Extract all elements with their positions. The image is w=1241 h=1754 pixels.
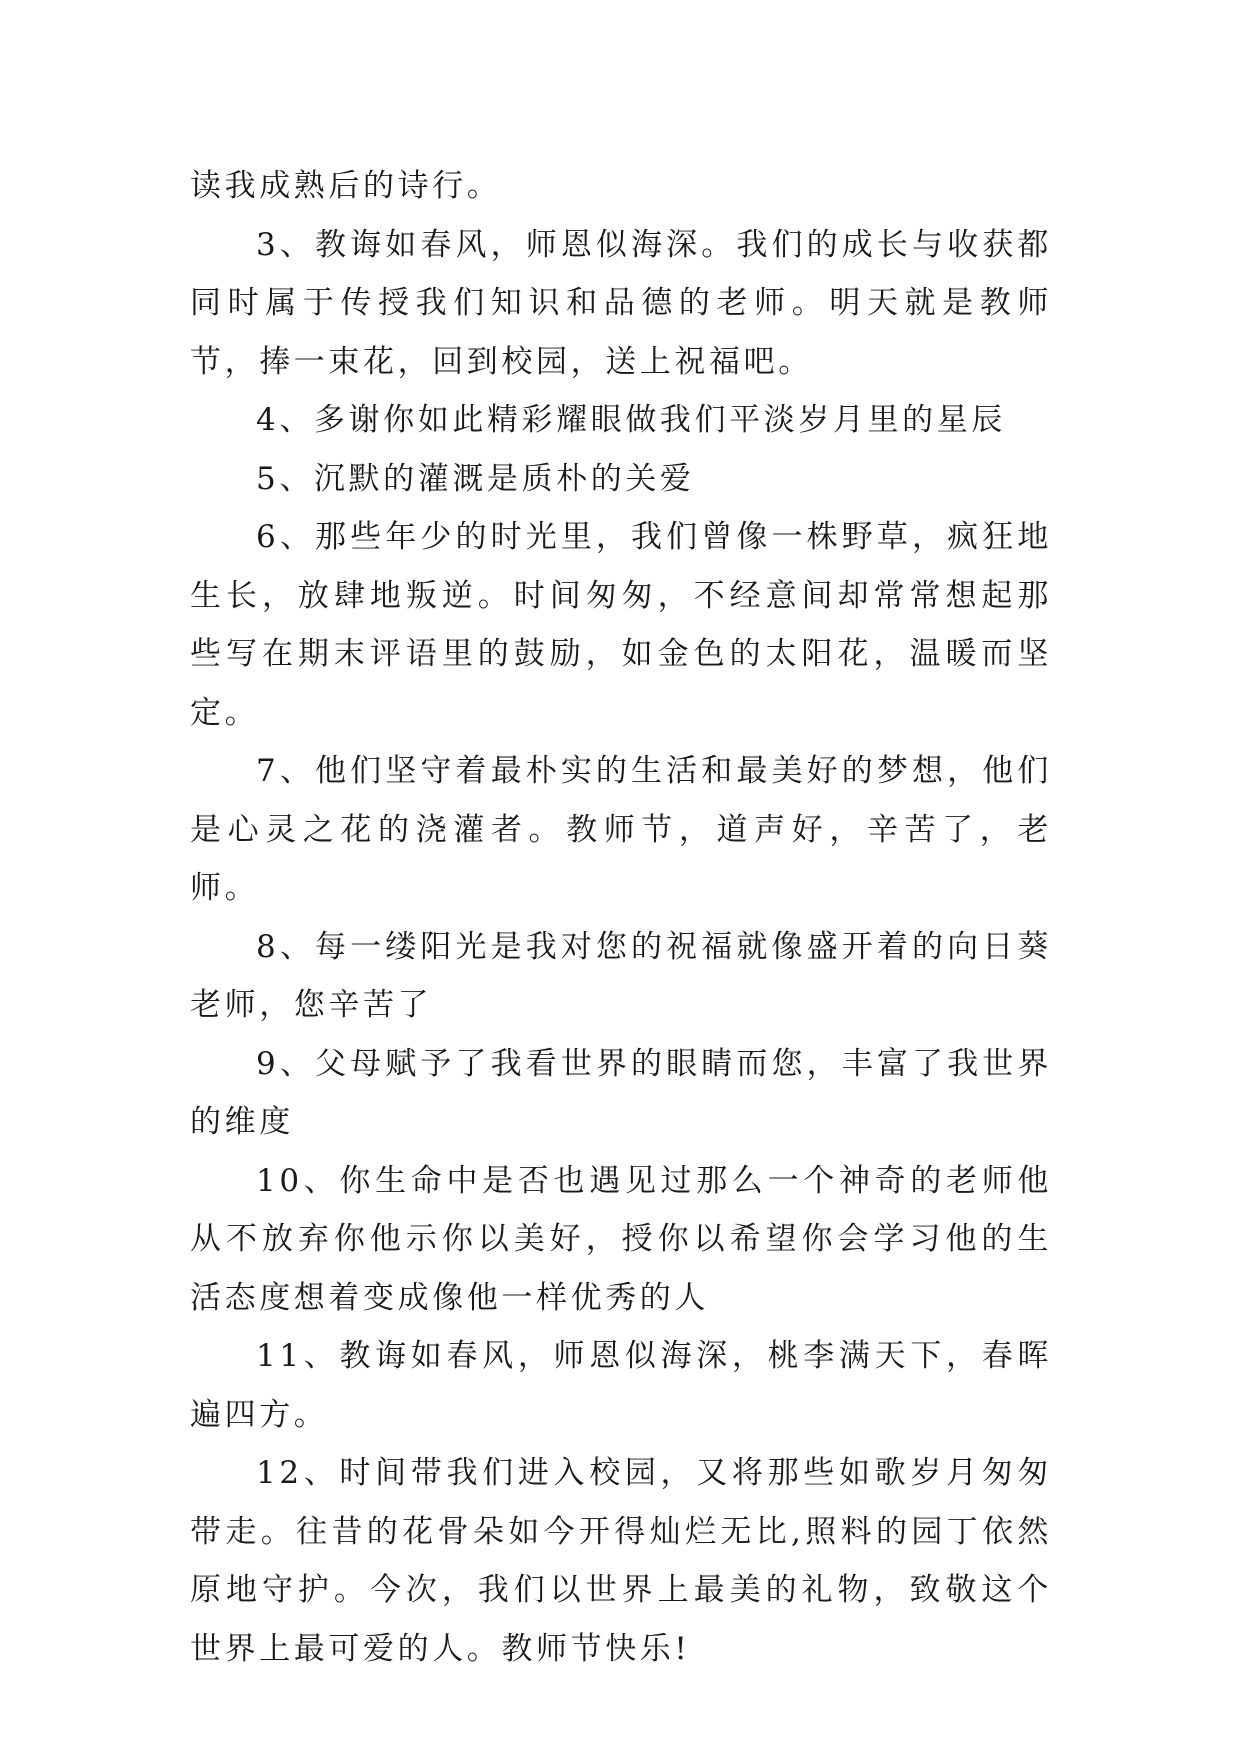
paragraph-item-6: 6、那些年少的时光里，我们曾像一株野草，疯狂地生长，放肆地叛逆。时间匆匆，不经意间却常常想起那些写在期末评语里的鼓励，如金色的太阳花，温暖而坚定。 [190, 519, 1052, 731]
paragraph-item-3: 3、教诲如春风，师恩似海深。我们的成长与收获都同时属于传授我们知识和品德的老师。明天就是教师节，捧一束花，回到校园，送上祝福吧。 [190, 226, 1052, 380]
paragraph-continuation: 读我成熟后的诗行。 [190, 168, 502, 204]
paragraph-item-9: 9、父母赋予了我看世界的眼睛而您，丰富了我世界的维度 [190, 1045, 1052, 1140]
paragraph-item-7: 7、他们坚守着最朴实的生活和最美好的梦想，他们是心灵之花的浇灌者。教师节，道声好，辛苦了，老师。 [190, 753, 1052, 906]
paragraph-item-8: 8、每一缕阳光是我对您的祝福就像盛开着的向日葵老师，您辛苦了 [190, 928, 1052, 1023]
paragraph-item-10: 10、你生命中是否也遇见过那么一个神奇的老师他从不放弃你他示你以美好，授你以希望你会学习他的生活态度想着变成像他一样优秀的人 [190, 1162, 1052, 1316]
paragraph-item-12: 12、时间带我们进入校园，又将那些如歌岁月匆匆带走。往昔的花骨朵如今开得灿烂无比,照料的园丁依然原地守护。今次，我们以世界上最美的礼物，致敬这个世界上最可爱的人。教师节快乐! [190, 1455, 1052, 1667]
paragraph-item-4: 4、多谢你如此精彩耀眼做我们平淡岁月里的星辰 [256, 402, 1006, 438]
document-body [190, 157, 1052, 1678]
paragraph-item-11: 11、教诲如春风，师恩似海深，桃李满天下，春晖遍四方。 [190, 1338, 1052, 1433]
paragraph-item-5: 5、沉默的灌溉是质朴的关爱 [256, 460, 695, 497]
